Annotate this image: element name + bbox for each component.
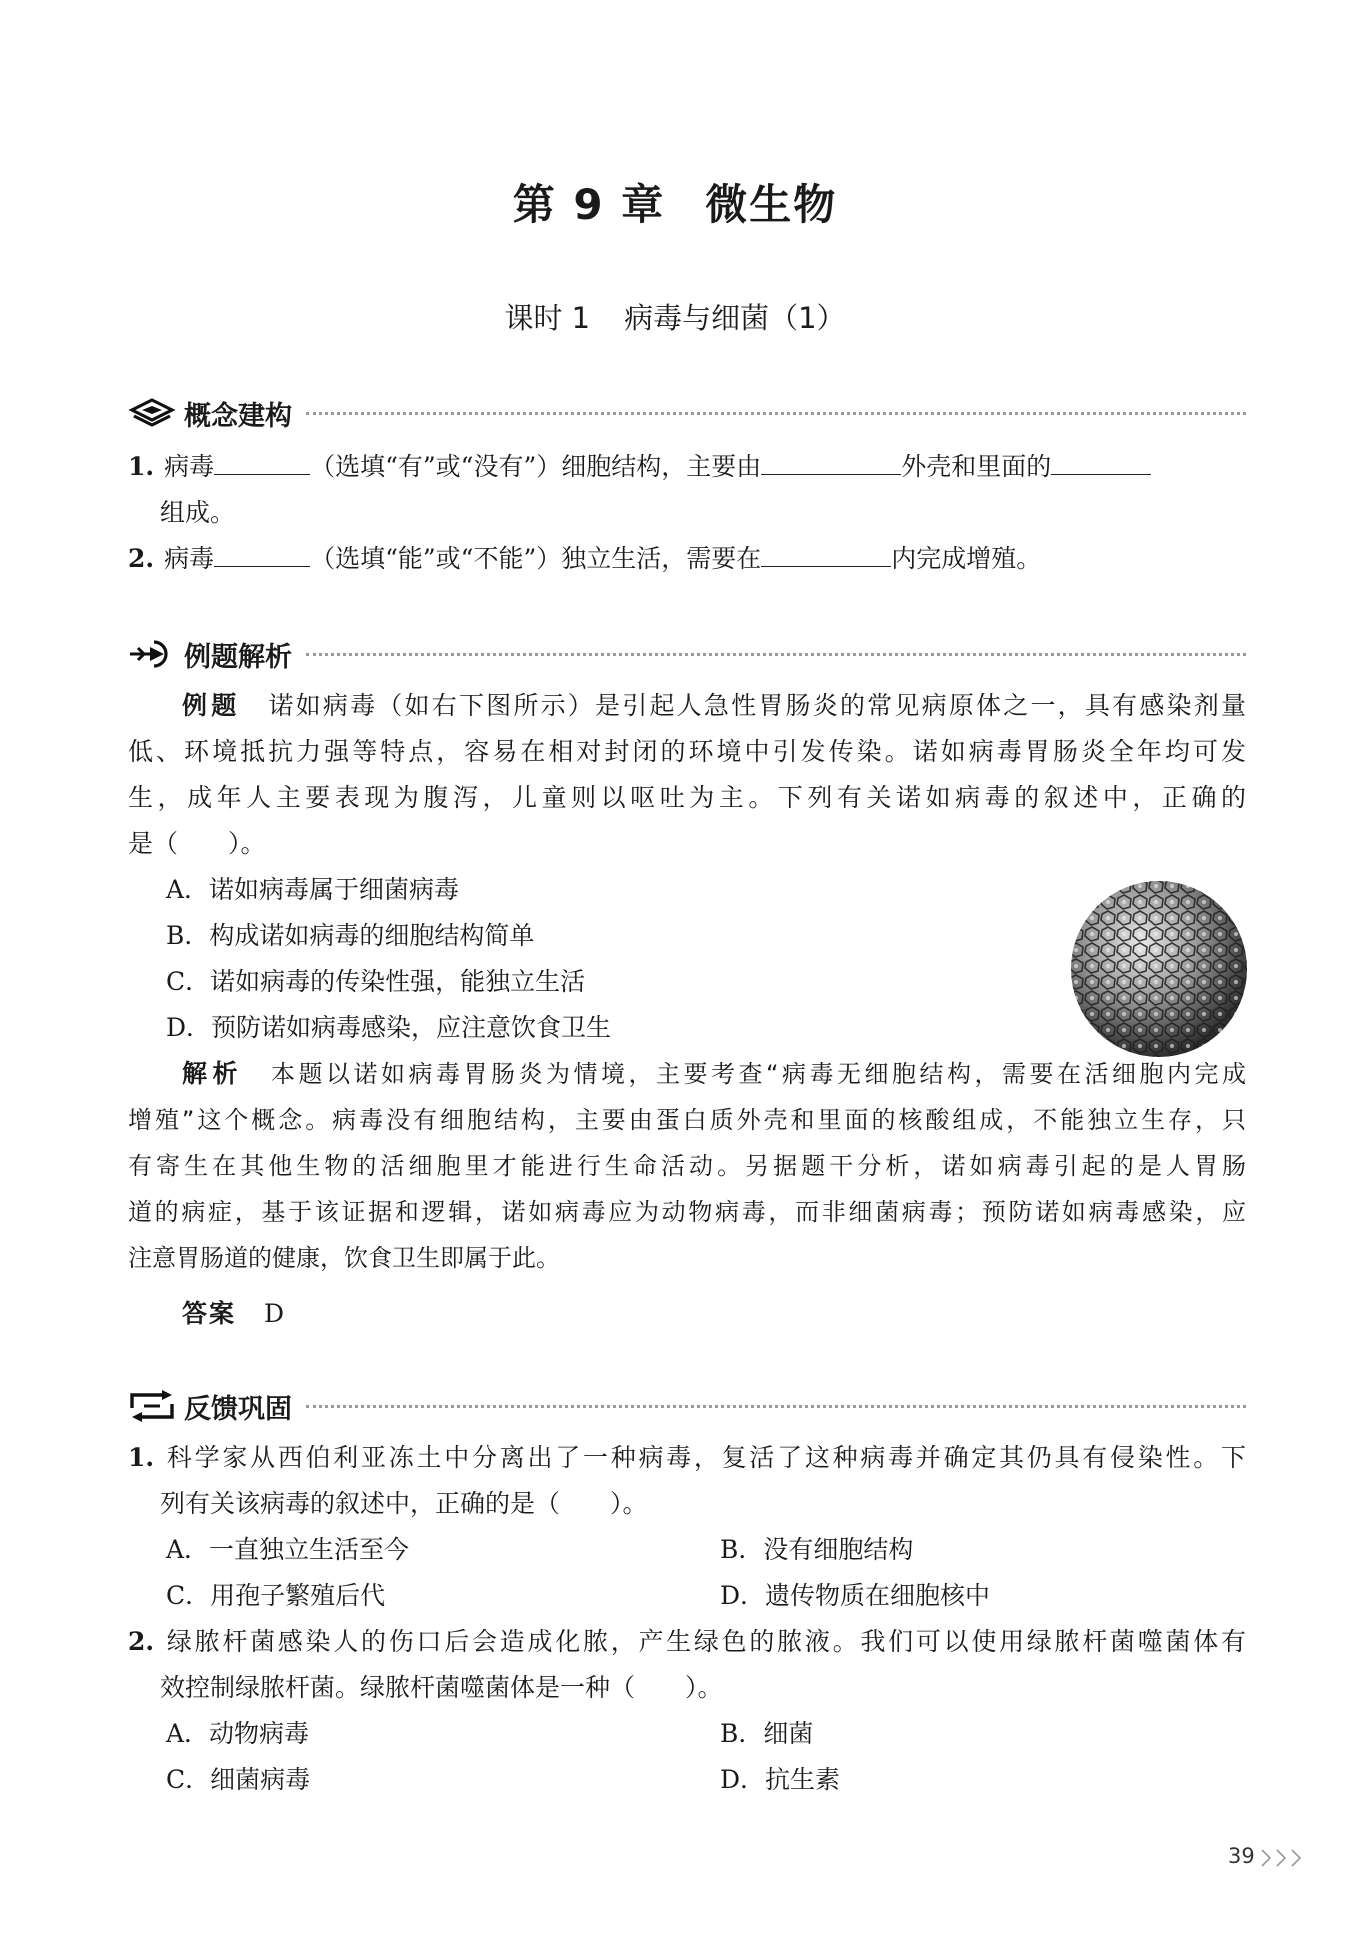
question-number: 1. <box>128 1443 155 1472</box>
example-text: 是（ ）。 <box>128 829 266 858</box>
feedback-q2-option-b[interactable]: B．细菌 <box>720 1719 814 1748</box>
analysis-text: 注意胃肠道的健康，饮食卫生即属于此。 <box>128 1244 560 1272</box>
section-divider <box>306 412 1246 415</box>
fill-blank[interactable] <box>1051 450 1151 475</box>
section-feedback-label: 反馈巩固 <box>184 1393 292 1425</box>
fill-blank[interactable] <box>761 542 891 567</box>
feedback-q1-option-a[interactable]: A．一直独立生活至今 <box>166 1535 410 1564</box>
analysis-text: 本题以诺如病毒胃肠炎为情境，主要考查“病毒无细胞结构，需要在活细胞内完成 <box>271 1060 1246 1088</box>
concept-question-1 <box>128 449 1151 485</box>
answer-value: D <box>264 1299 285 1328</box>
feedback-q1-option-c[interactable]: C．用孢子繁殖后代 <box>166 1581 386 1610</box>
question-text: 效控制绿脓杆菌。绿脓杆菌噬菌体是一种（ ）。 <box>160 1673 723 1702</box>
question-text: 病毒 <box>164 452 215 481</box>
example-line <box>182 688 1246 724</box>
example-line <box>128 734 1246 770</box>
feedback-question-2 <box>128 1624 1246 1660</box>
section-divider <box>306 653 1246 656</box>
feedback-q1-option-b[interactable]: B．没有细胞结构 <box>720 1535 914 1564</box>
example-option-b[interactable]: B．构成诺如病毒的细胞结构简单 <box>166 921 535 950</box>
example-tag: 例题 <box>182 691 241 720</box>
answer-tag: 答案 <box>182 1299 237 1328</box>
section-divider <box>306 1405 1246 1408</box>
layers-icon <box>128 397 176 429</box>
example-text: 生，成年人主要表现为腹泻，儿童则以呕吐为主。下列有关诺如病毒的叙述中，正确的 <box>128 783 1246 812</box>
feedback-q2-option-d[interactable]: D．抗生素 <box>720 1765 841 1794</box>
feedback-question-1 <box>128 1440 1246 1476</box>
fill-blank[interactable] <box>214 542 310 567</box>
target-arrow-icon <box>128 638 176 670</box>
question-text: 内完成增殖。 <box>891 544 1042 573</box>
chapter-label: 第 9 章 <box>512 180 666 229</box>
chapter-title <box>0 172 1350 232</box>
example-line <box>128 780 1246 816</box>
refresh-arrows-icon <box>128 1390 176 1422</box>
example-line <box>128 826 266 862</box>
analysis-line <box>182 1056 1246 1092</box>
question-text: 病毒 <box>164 544 215 573</box>
question-number: 2. <box>128 1627 155 1656</box>
fill-blank[interactable] <box>761 450 901 475</box>
question-number: 1. <box>128 452 155 481</box>
analysis-text: 有寄生在其他生物的活细胞里才能进行生命活动。另据题干分析，诺如病毒引起的是人胃肠 <box>128 1152 1246 1180</box>
question-text: （选填“能”或“不能”）独立生活，需要在 <box>310 544 762 573</box>
question-number: 2. <box>128 544 155 573</box>
analysis-line <box>128 1102 1246 1138</box>
question-text: 列有关该病毒的叙述中，正确的是（ ）。 <box>160 1489 648 1518</box>
section-example-label: 例题解析 <box>184 641 292 673</box>
section-example-header <box>128 634 1246 674</box>
analysis-line <box>128 1194 1246 1230</box>
analysis-tag: 解析 <box>182 1059 244 1088</box>
example-text: 低、环境抵抗力强等特点，容易在相对封闭的环境中引发传染。诺如病毒胃肠炎全年均可发 <box>128 737 1246 766</box>
analysis-line <box>128 1148 1246 1184</box>
question-text: 组成。 <box>160 498 236 527</box>
analysis-text: 增殖”这个概念。病毒没有细胞结构，主要由蛋白质外壳和里面的核酸组成，不能独立生存，只 <box>128 1106 1246 1134</box>
chapter-name: 微生物 <box>705 180 838 229</box>
answer-line <box>182 1296 284 1332</box>
lesson-label: 课时 1 <box>504 301 591 335</box>
question-text: 绿脓杆菌感染人的伤口后会造成化脓，产生绿色的脓液。我们可以使用绿脓杆菌噬菌体有 <box>164 1627 1246 1656</box>
norovirus-image <box>1068 878 1250 1060</box>
example-option-d[interactable]: D．预防诺如病毒感染，应注意饮食卫生 <box>166 1013 612 1042</box>
question-text: （选填“有”或“没有”）细胞结构，主要由 <box>310 452 762 481</box>
question-text: 外壳和里面的 <box>901 452 1052 481</box>
triple-chevron-icon <box>1258 1846 1310 1870</box>
question-text: 科学家从西伯利亚冻土中分离出了一种病毒，复活了这种病毒并确定其仍具有侵染性。下 <box>164 1443 1246 1472</box>
section-concept-label: 概念建构 <box>184 400 292 432</box>
example-text: 诺如病毒（如右下图所示）是引起人急性胃肠炎的常见病原体之一，具有感染剂量 <box>268 691 1246 720</box>
example-option-a[interactable]: A．诺如病毒属于细菌病毒 <box>166 875 460 904</box>
example-option-c[interactable]: C．诺如病毒的传染性强，能独立生活 <box>166 967 586 996</box>
feedback-question-1-cont <box>160 1486 648 1522</box>
section-concept-header <box>128 393 1246 433</box>
page-number: 39 <box>1228 1844 1255 1868</box>
feedback-question-2-cont <box>160 1670 723 1706</box>
feedback-q2-option-a[interactable]: A．动物病毒 <box>166 1719 310 1748</box>
analysis-text: 道的病症，基于该证据和逻辑，诺如病毒应为动物病毒，而非细菌病毒；预防诺如病毒感染，应 <box>128 1198 1246 1226</box>
feedback-q2-option-c[interactable]: C．细菌病毒 <box>166 1765 311 1794</box>
fill-blank[interactable] <box>214 450 310 475</box>
feedback-q1-option-d[interactable]: D．遗传物质在细胞核中 <box>720 1581 991 1610</box>
analysis-line <box>128 1240 560 1276</box>
lesson-title <box>0 296 1350 337</box>
concept-question-2 <box>128 541 1041 577</box>
section-feedback-header <box>128 1386 1246 1426</box>
lesson-name: 病毒与细菌（1） <box>624 301 846 335</box>
concept-question-1-cont <box>160 495 235 531</box>
